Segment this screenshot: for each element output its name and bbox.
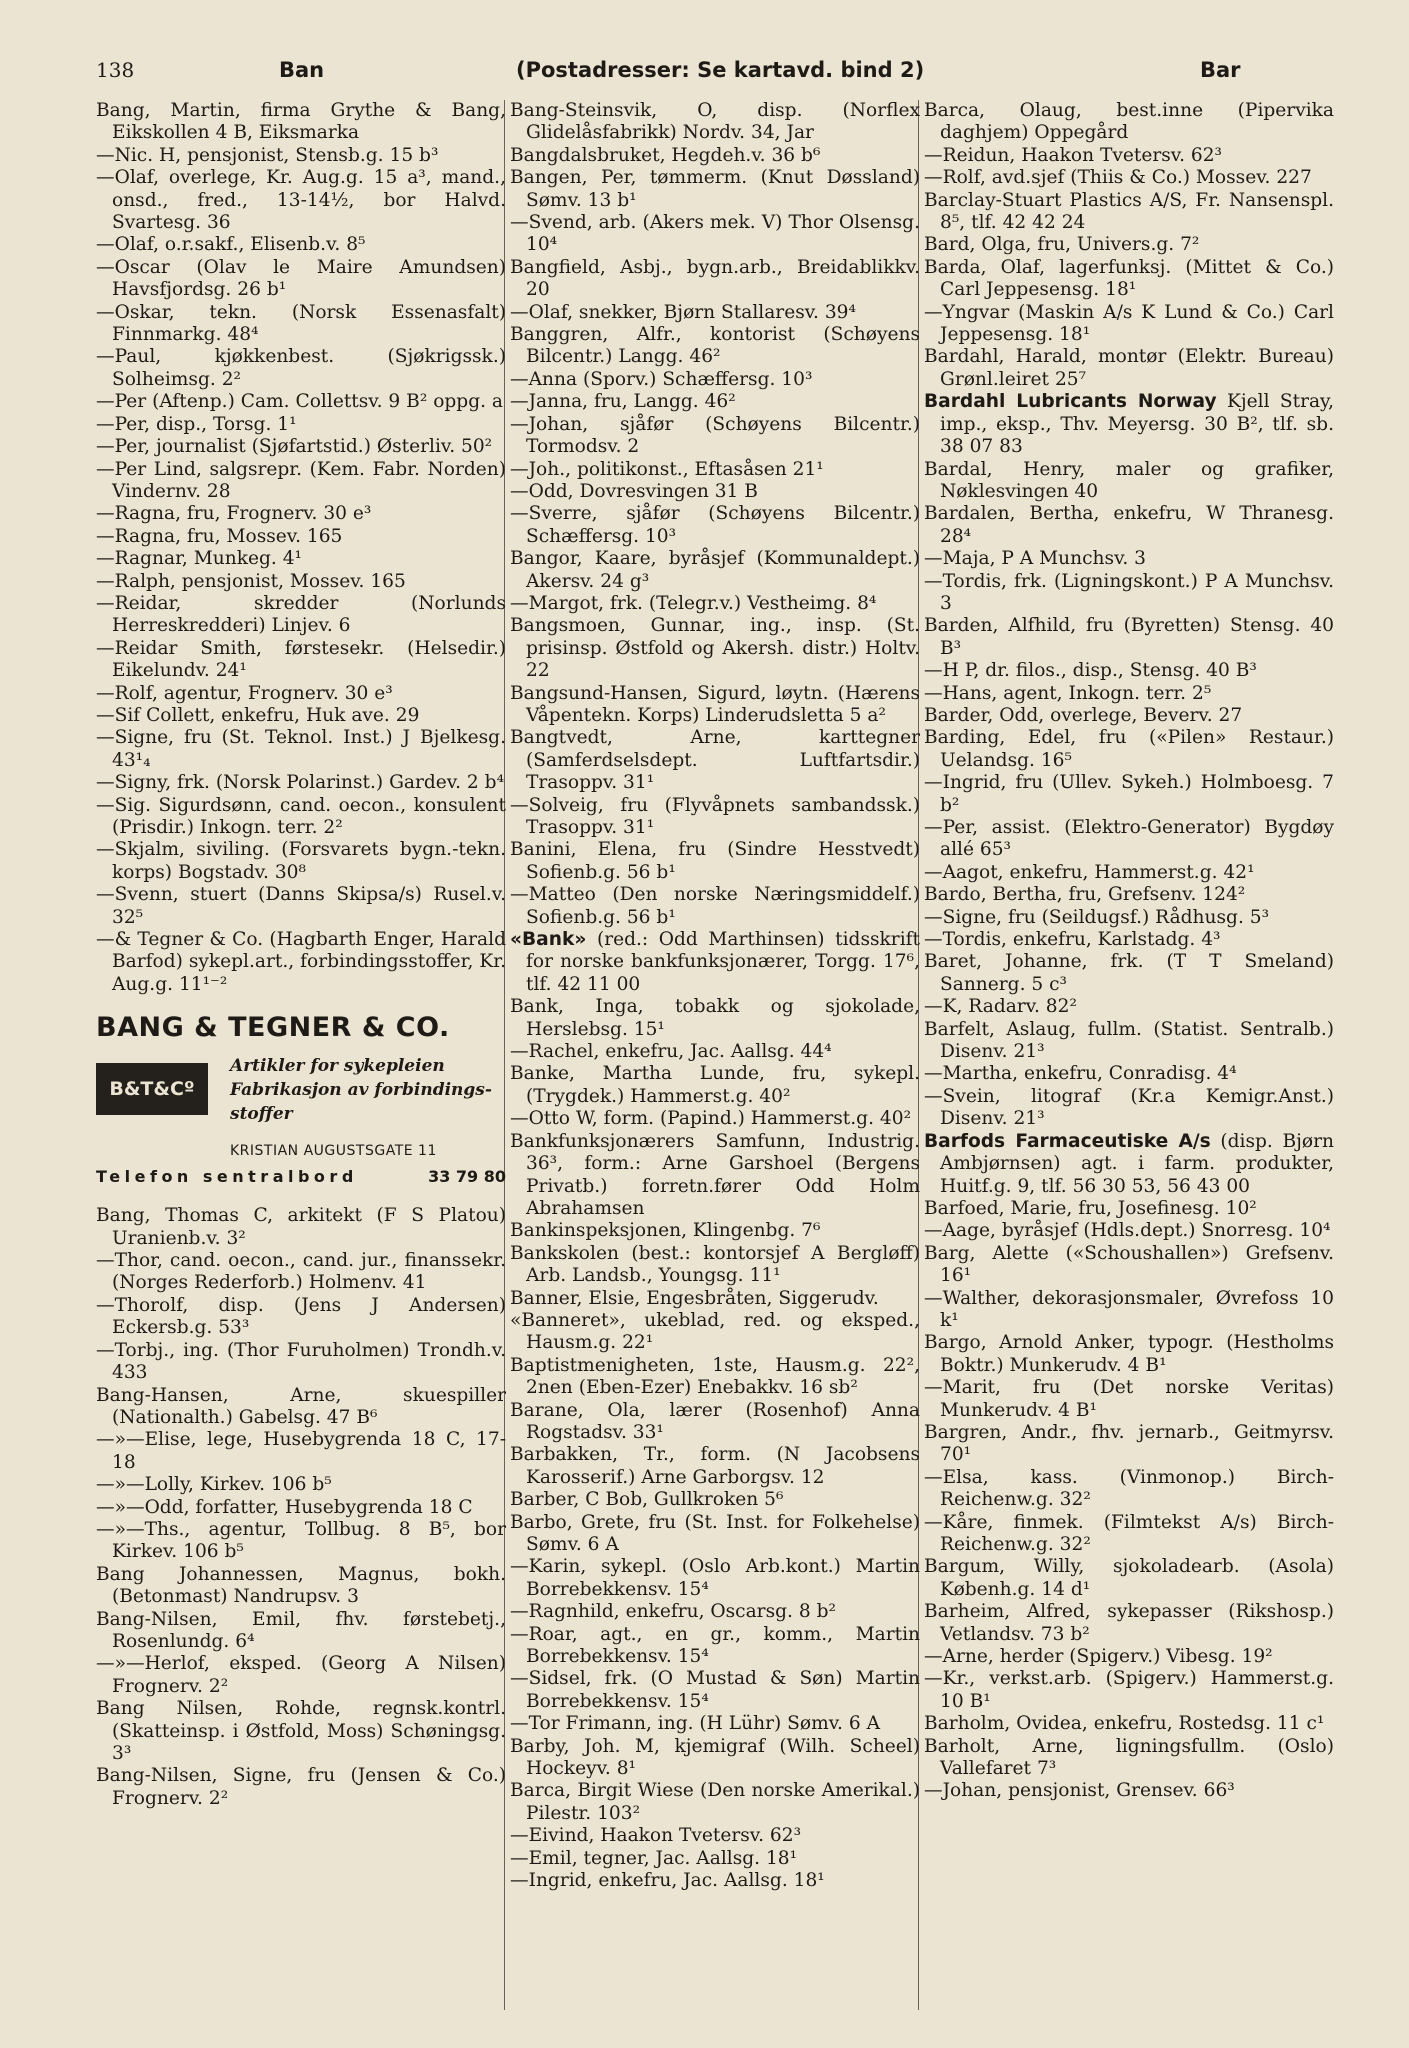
ad-line-2: Fabrikasjon av forbindings- bbox=[230, 1080, 492, 1101]
directory-entry: —»—Lolly, Kirkev. 106 b⁵ bbox=[96, 1474, 332, 1496]
directory-entry: —Eivind, Haakon Tvetersv. 62³ bbox=[510, 1825, 802, 1847]
directory-entry: —Tordis, frk. (Ligningskont.) P A Munchsv. 3 bbox=[924, 570, 1334, 614]
directory-entry: Bang Johannessen, Magnus, bokh. (Betonmast) Nandrupsv. 3 bbox=[96, 1563, 506, 1608]
directory-entry: —»—Herlof, eksped. (Georg A Nilsen) Frognerv. 2² bbox=[96, 1653, 506, 1697]
directory-entry: —Odd, Dovresvingen 31 B bbox=[510, 480, 758, 502]
directory-entry: Banggren, Alfr., kontorist (Schøyens Bilcentr.) Langg. 46² bbox=[510, 324, 920, 368]
directory-entry: —Elsa, kass. (Vinmonop.) Birch-Reichenw.g. 32² bbox=[924, 1466, 1334, 1511]
directory-entry: —& Tegner & Co. (Hagbarth Enger, Harald Barfod) sykepl.art., forbindingsstoffer, Kr. Aug.g. 11¹⁻² bbox=[96, 929, 506, 995]
header-right-word: Bar bbox=[1200, 58, 1241, 82]
directory-entry: —Svein, litograf (Kr.a Kemigr.Anst.) Disenv. 21³ bbox=[924, 1085, 1334, 1130]
directory-entry: Bang-Hansen, Arne, skuespiller (Nationalth.) Gabelsg. 47 B⁶ bbox=[96, 1384, 506, 1428]
directory-entry: —Ragnar, Munkeg. 4¹ bbox=[96, 548, 303, 570]
directory-entry: Barda, Olaf, lagerfunksj. (Mittet & Co.) Carl Jeppesensg. 18¹ bbox=[924, 256, 1334, 301]
directory-entry: —Sverre, sjåfør (Schøyens Bilcentr.) Schæffersg. 10³ bbox=[510, 503, 920, 547]
directory-entry: —Ralph, pensjonist, Mossev. 165 bbox=[96, 570, 406, 592]
directory-entry: —Signe, fru (Seildugsf.) Rådhusg. 5³ bbox=[924, 906, 1270, 928]
directory-entry: —Kåre, finmek. (Filmtekst A/s) Birch-Reichenw.g. 32² bbox=[924, 1511, 1334, 1555]
directory-entry: —Sif Collett, enkefru, Huk ave. 29 bbox=[96, 704, 420, 726]
directory-entry: —Tordis, enkefru, Karlstadg. 4³ bbox=[924, 929, 1221, 951]
directory-entry: —Olaf, overlege, Kr. Aug.g. 15 a³, mand., onsd., fred., 13-14½, bor Halvd. Svartesg. 36 bbox=[96, 167, 506, 234]
directory-entry: Bang, Thomas C, arkitekt (F S Platou) Uranienb.v. 3² bbox=[96, 1205, 506, 1249]
directory-entry: Barding, Edel, fru («Pilen» Restaur.) Uelandsg. 16⁵ bbox=[924, 727, 1334, 771]
directory-entry: —Ragna, fru, Mossev. 165 bbox=[96, 525, 343, 547]
directory-entry: —Hans, agent, Inkogn. terr. 2⁵ bbox=[924, 682, 1212, 704]
directory-entry: —Ingrid, fru (Ullev. Sykeh.) Holmboesg. 7 b² bbox=[924, 772, 1334, 816]
directory-entry: —Ragna, fru, Frognerv. 30 e³ bbox=[96, 503, 372, 525]
directory-entry: —Nic. H, pensjonist, Stensb.g. 15 b³ bbox=[96, 144, 439, 166]
directory-entry: Barby, Joh. M, kjemigraf (Wilh. Scheel) Hockeyv. 8¹ bbox=[510, 1735, 920, 1780]
directory-entry: —Margot, frk. (Telegr.v.) Vestheimg. 8⁴ bbox=[510, 592, 877, 614]
header-center: (Postadresser: Se kartavd. bind 2) bbox=[516, 58, 925, 82]
directory-entry: Bang Nilsen, Rohde, regnsk.kontrl. (Skatteinsp. i Østfold, Moss) Schøningsg. 3³ bbox=[96, 1698, 506, 1764]
directory-entry: —Solveig, fru (Flyvåpnets sambandssk.) Trasoppv. 31¹ bbox=[510, 794, 920, 838]
directory-entry: —Per, disp., Torsg. 1¹ bbox=[96, 413, 297, 435]
directory-entry: Bankskolen (best.: kontorsjef A Bergløff) Arb. Landsb., Youngsg. 11¹ bbox=[510, 1242, 920, 1287]
directory-entry: Barbo, Grete, fru (St. Inst. for Folkehelse) Sømv. 6 A bbox=[510, 1511, 920, 1555]
directory-entry: Bang-Nilsen, Emil, fhv. førstebetj., Rosenlundg. 6⁴ bbox=[96, 1608, 506, 1652]
directory-entry: Bangdalsbruket, Hegdeh.v. 36 b⁶ bbox=[510, 144, 821, 166]
directory-entry: —Per, journalist (Sjøfartstid.) Østerliv. 50² bbox=[96, 436, 493, 458]
directory-entry: —Aage, byråsjef (Hdls.dept.) Snorresg. 10⁴ bbox=[924, 1220, 1331, 1242]
directory-entry: Barholt, Arne, ligningsfullm. (Oslo) Vallefaret 7³ bbox=[924, 1735, 1334, 1780]
directory-entry: —»—Elise, lege, Husebygrenda 18 C, 17-18 bbox=[96, 1429, 506, 1473]
ad-line-1: Artikler for sykepleien bbox=[230, 1056, 445, 1077]
page-number: 138 bbox=[96, 58, 135, 82]
directory-entry: —Anna (Sporv.) Schæffersg. 10³ bbox=[510, 368, 813, 390]
directory-entry: Barder, Odd, overlege, Beverv. 27 bbox=[924, 704, 1243, 726]
directory-entry: Barclay-Stuart Plastics A/S, Fr. Nansenspl. 8⁵, tlf. 42 42 24 bbox=[924, 189, 1334, 234]
advertisement-bang-tegner bbox=[96, 1012, 506, 1191]
directory-entry: Bardal, Henry, maler og grafiker, Nøklesvingen 40 bbox=[924, 458, 1334, 502]
directory-entry: —Svend, arb. (Akers mek. V) Thor Olsensg. 10⁴ bbox=[510, 212, 920, 256]
directory-entry: Bangsund-Hansen, Sigurd, løytn. (Hærens Våpentekn. Korps) Linderudsletta 5 a² bbox=[510, 682, 920, 726]
directory-entry: Bang, Martin, firma Grythe & Bang, Eikskollen 4 B, Eiksmarka bbox=[96, 100, 506, 144]
directory-entry: —Johan, sjåfør (Schøyens Bilcentr.) Tormodsv. 2 bbox=[510, 413, 920, 458]
directory-entry: —Rolf, avd.sjef (Thiis & Co.) Mossev. 227 bbox=[924, 167, 1312, 189]
column-1-entries-continued bbox=[96, 1205, 506, 1810]
directory-entry: —Joh., politikonst., Eftasåsen 21¹ bbox=[510, 458, 824, 480]
directory-entry: —Johan, pensjonist, Grensev. 66³ bbox=[924, 1780, 1235, 1802]
column-2 bbox=[510, 100, 920, 1893]
directory-entry: —Ragnhild, enkefru, Oscarsg. 8 b² bbox=[510, 1601, 836, 1623]
directory-entry: —Signy, frk. (Norsk Polarinst.) Gardev. 2 b⁴ bbox=[96, 772, 505, 794]
directory-entry: —Paul, kjøkkenbest. (Sjøkrigssk.) Solheimsg. 2² bbox=[96, 346, 506, 390]
column-3 bbox=[924, 100, 1334, 1803]
directory-entry: Bangor, Kaare, byråsjef (Kommunaldept.) Akersv. 24 g³ bbox=[510, 548, 920, 592]
directory-entry: Bardahl Lubricants Norway Kjell Stray, imp., eksp., Thv. Meyersg. 30 B², tlf. sb. 38 07 83 bbox=[924, 391, 1334, 458]
directory-entry: Bard, Olga, fru, Univers.g. 7² bbox=[924, 234, 1200, 256]
directory-entry: Barane, Ola, lærer (Rosenhof) Anna Rogstadsv. 33¹ bbox=[510, 1399, 920, 1443]
directory-entry: Banner, Elsie, Engesbråten, Siggerudv. bbox=[510, 1287, 879, 1309]
directory-entry: Bangfield, Asbj., bygn.arb., Breidablikkv. 20 bbox=[510, 256, 920, 301]
directory-entry: Barca, Olaug, best.inne (Pipervika daghjem) Oppegård bbox=[924, 100, 1334, 144]
ad-body bbox=[96, 1051, 506, 1191]
directory-entry: «Banneret», ukeblad, red. og eksped., Hausm.g. 22¹ bbox=[510, 1309, 920, 1354]
directory-entry: Barfods Farmaceutiske A/s (disp. Bjørn Ambjørnsen) agt. i farm. produkter, Huitf.g. 9, tlf. 56 30 53, 56 43 00 bbox=[924, 1130, 1334, 1197]
directory-entry: Barfoed, Marie, fru, Josefinesg. 10² bbox=[924, 1197, 1257, 1219]
directory-entry: —»—Odd, forfatter, Husebygrenda 18 C bbox=[96, 1496, 473, 1518]
column-1 bbox=[96, 100, 506, 1810]
directory-entry: Bankinspeksjonen, Klingenbg. 7⁶ bbox=[510, 1220, 821, 1242]
directory-entry: —Marit, fru (Det norske Veritas) Munkerudv. 4 B¹ bbox=[924, 1377, 1334, 1421]
directory-entry: Bardalen, Bertha, enkefru, W Thranesg. 28⁴ bbox=[924, 503, 1334, 547]
ad-logo: B&T&Cº bbox=[96, 1063, 208, 1115]
directory-entry: —Per, assist. (Elektro-Generator) Bygdøy allé 65³ bbox=[924, 817, 1334, 861]
directory-entry: —Reidar Smith, førstesekr. (Helsedir.) Eikelundv. 24¹ bbox=[96, 637, 506, 682]
directory-entry: —Reidun, Haakon Tvetersv. 62³ bbox=[924, 144, 1222, 166]
directory-entry: —Oskar, tekn. (Norsk Essenasfalt) Finnmarkg. 48⁴ bbox=[96, 301, 506, 346]
directory-entry: —Otto W, form. (Papind.) Hammerst.g. 40² bbox=[510, 1108, 912, 1130]
page-header bbox=[96, 58, 1306, 94]
directory-entry: Banini, Elena, fru (Sindre Hesstvedt) Sofienb.g. 56 b¹ bbox=[510, 839, 920, 883]
directory-entry: —Svenn, stuert (Danns Skipsa/s) Rusel.v. 32⁵ bbox=[96, 884, 506, 928]
directory-entry: —Arne, herder (Spigerv.) Vibesg. 19² bbox=[924, 1646, 1273, 1668]
directory-entry: —Thor, cand. oecon., cand. jur., finanssekr. (Norges Rederforb.) Holmenv. 41 bbox=[96, 1250, 506, 1294]
directory-entry: Bangsmoen, Gunnar, ing., insp. (St. prisinsp. Østfold og Akersh. distr.) Holtv. 22 bbox=[510, 615, 920, 682]
ad-telephone bbox=[96, 1167, 506, 1186]
directory-entry: Barbakken, Tr., form. (N Jacobsens Karosserif.) Arne Garborgsv. 12 bbox=[510, 1444, 920, 1488]
directory-entry: —Janna, fru, Langg. 46² bbox=[510, 391, 736, 413]
ad-title: BANG & TEGNER & CO. bbox=[96, 1012, 450, 1044]
directory-entry: Bankfunksjonærers Samfunn, Industrig. 36³, form.: Arne Garshoel (Bergens Privatb.) forretn.fører Odd Holm Abrahamsen bbox=[510, 1130, 920, 1219]
directory-entry: —Per (Aftenp.) Cam. Collettsv. 9 B² oppg. a bbox=[96, 391, 504, 413]
directory-entry: Barheim, Alfred, sykepasser (Rikshosp.) Vetlandsv. 73 b² bbox=[924, 1601, 1334, 1645]
directory-entry: —Olaf, o.r.sakf., Elisenb.v. 8⁵ bbox=[96, 234, 366, 256]
directory-entry: —Maja, P A Munchsv. 3 bbox=[924, 548, 1147, 570]
directory-entry: —Martha, enkefru, Conradisg. 4⁴ bbox=[924, 1063, 1237, 1085]
directory-entry: —Aagot, enkefru, Hammerst.g. 42¹ bbox=[924, 861, 1255, 883]
directory-entry: «Bank» (red.: Odd Marthinsen) tidsskrift for norske bankfunksjonærer, Torgg. 17⁶, tlf. 42 11 00 bbox=[510, 929, 920, 995]
ad-telephone-label: Telefon sentralbord bbox=[96, 1167, 358, 1187]
directory-entry: —Karin, sykepl. (Oslo Arb.kont.) Martin Borrebekkensv. 15⁴ bbox=[510, 1556, 920, 1600]
directory-entry: Bardahl, Harald, montør (Elektr. Bureau) Grønl.leiret 25⁷ bbox=[924, 346, 1334, 390]
directory-entry: —Olaf, snekker, Bjørn Stallaresv. 39⁴ bbox=[510, 301, 856, 323]
directory-entry: —Torbj., ing. (Thor Furuholmen) Trondh.v. 433 bbox=[96, 1339, 506, 1384]
directory-entry: —Signe, fru (St. Teknol. Inst.) J Bjelkesg. 43¹₄ bbox=[96, 727, 506, 771]
directory-entry: Barholm, Ovidea, enkefru, Rostedsg. 11 c¹ bbox=[924, 1713, 1325, 1735]
directory-entry: Banke, Martha Lunde, fru, sykepl. (Trygdek.) Hammerst.g. 40² bbox=[510, 1063, 920, 1107]
directory-entry: —K, Radarv. 82² bbox=[924, 996, 1077, 1018]
directory-entry: —Rachel, enkefru, Jac. Aallsg. 44⁴ bbox=[510, 1041, 832, 1063]
directory-entry: —Roar, agt., en gr., komm., Martin Borrebekkensv. 15⁴ bbox=[510, 1623, 920, 1668]
directory-entry: —Yngvar (Maskin A/s K Lund & Co.) Carl Jeppesensg. 18¹ bbox=[924, 301, 1334, 346]
directory-entry: Bangtvedt, Arne, karttegner (Samferdselsdept. Luftfartsdir.) Trasoppv. 31¹ bbox=[510, 727, 920, 794]
directory-entry: Barden, Alfhild, fru (Byretten) Stensg. 40 B³ bbox=[924, 615, 1334, 659]
directory-entry: Bangen, Per, tømmerm. (Knut Døssland) Sømv. 13 b¹ bbox=[510, 167, 920, 211]
directory-entry: —Walther, dekorasjonsmaler, Øvrefoss 10 k¹ bbox=[924, 1287, 1334, 1331]
directory-entry: Bargum, Willy, sjokoladearb. (Asola) Københ.g. 14 d¹ bbox=[924, 1556, 1334, 1600]
directory-entry: —Oscar (Olav le Maire Amundsen) Havsfjordsg. 26 b¹ bbox=[96, 256, 506, 301]
directory-entry: —Rolf, agentur, Frognerv. 30 e³ bbox=[96, 682, 393, 704]
directory-entry: Bank, Inga, tobakk og sjokolade, Herslebsg. 15¹ bbox=[510, 996, 920, 1040]
directory-entry: Baptistmenigheten, 1ste, Hausm.g. 22², 2nen (Eben-Ezer) Enebakkv. 16 sb² bbox=[510, 1354, 920, 1399]
directory-entry: Bargren, Andr., fhv. jernarb., Geitmyrsv. 70¹ bbox=[924, 1421, 1334, 1466]
directory-entry: —Reidar, skredder (Norlunds Herreskredderi) Linjev. 6 bbox=[96, 592, 506, 637]
directory-entry: —Thorolf, disp. (Jens J Andersen) Eckersb.g. 53³ bbox=[96, 1294, 506, 1339]
directory-entry: —Sig. Sigurdsønn, cand. oecon., konsulent (Prisdir.) Inkogn. terr. 2² bbox=[96, 794, 506, 838]
ad-line-3: stoffer bbox=[230, 1104, 293, 1125]
directory-entry: —Per Lind, salgsrepr. (Kem. Fabr. Norden) Vindernv. 28 bbox=[96, 458, 506, 502]
directory-entry: Bang-Steinsvik, O, disp. (Norflex Glidelåsfabrikk) Nordv. 34, Jar bbox=[510, 100, 920, 144]
directory-entry: —Tor Frimann, ing. (H Lühr) Sømv. 6 A bbox=[510, 1713, 880, 1735]
directory-entry: —Emil, tegner, Jac. Aallsg. 18¹ bbox=[510, 1847, 798, 1869]
header-left-word: Ban bbox=[279, 58, 325, 82]
directory-entry: —Skjalm, siviling. (Forsvarets bygn.-tekn. korps) Bogstadv. 30⁸ bbox=[96, 839, 506, 883]
directory-entry: Baret, Johanne, frk. (T T Smeland) Sannerg. 5 c³ bbox=[924, 951, 1334, 995]
directory-entry: Barfelt, Aslaug, fullm. (Statist. Sentralb.) Disenv. 21³ bbox=[924, 1018, 1334, 1063]
ad-telephone-number: 33 79 80 bbox=[428, 1167, 506, 1187]
directory-entry: —»—Ths., agentur, Tollbug. 8 B⁵, bor Kirkev. 106 b⁵ bbox=[96, 1518, 506, 1563]
directory-entry: Bang-Nilsen, Signe, fru (Jensen & Co.) Frognerv. 2² bbox=[96, 1765, 506, 1809]
directory-entry: Bardo, Bertha, fru, Grefsenv. 124² bbox=[924, 884, 1246, 906]
directory-entry: Bargo, Arnold Anker, typogr. (Hestholms Boktr.) Munkerudv. 4 B¹ bbox=[924, 1332, 1334, 1376]
directory-entry: —Kr., verkst.arb. (Spigerv.) Hammerst.g. 10 B¹ bbox=[924, 1668, 1334, 1712]
directory-entry: Barg, Alette («Schoushallen») Grefsenv. 16¹ bbox=[924, 1242, 1334, 1287]
ad-address: KRISTIAN AUGUSTSGATE 11 bbox=[230, 1143, 437, 1160]
directory-entry: —H P, dr. filos., disp., Stensg. 40 B³ bbox=[924, 660, 1257, 682]
directory-entry: Barca, Birgit Wiese (Den norske Amerikal.) Pilestr. 103² bbox=[510, 1780, 920, 1824]
directory-entry: Barber, C Bob, Gullkroken 5⁶ bbox=[510, 1489, 784, 1511]
directory-entry: —Matteo (Den norske Næringsmiddelf.) Sofienb.g. 56 b¹ bbox=[510, 884, 920, 928]
directory-entry: —Sidsel, frk. (O Mustad & Søn) Martin Borrebekkensv. 15⁴ bbox=[510, 1668, 920, 1712]
column-1-entries bbox=[96, 100, 506, 996]
directory-entry: —Ingrid, enkefru, Jac. Aallsg. 18¹ bbox=[510, 1870, 825, 1892]
